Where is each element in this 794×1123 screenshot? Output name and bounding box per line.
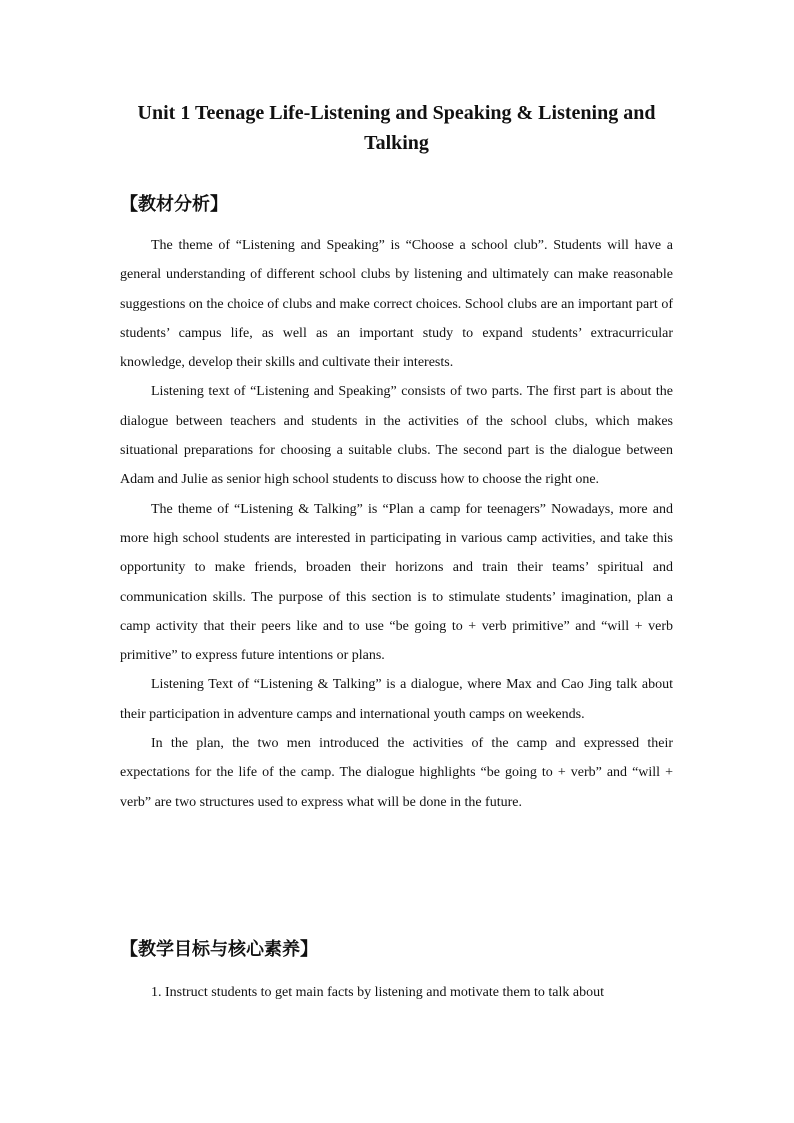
paragraph: Listening text of “Listening and Speaking” consists of two parts. The first part is about the dialogue between teachers and students in the activities of the school clubs, which makes situational preparations for choosing a suitable clubs. The second part is the dialogue between Adam and Julie as senior high school students to discuss how to choose the right one. — [120, 384, 673, 488]
paragraph: The theme of “Listening and Speaking” is “Choose a school club”. Students will have a general understanding of different school clubs by listening and ultimately can make reasonable suggestions on the choice of clubs and make correct choices. School clubs are an important part of students’ campus life, as well as an important study to expand students’ extracurricular knowledge, develop their skills and cultivate their interests. — [120, 238, 673, 371]
document-title: Unit 1 Teenage Life-Listening and Speaking & Listening and Talking — [137, 102, 656, 154]
paragraph: The theme of “Listening & Talking” is “Plan a camp for teenagers” Nowadays, more and more high school students are interested in participating in various camp activities, and take this opportunity to make friends, broaden their horizons and train their teams’ spiritual and communication skills. The purpose of this section is to stimulate students’ imagination, plan a camp activity that their peers like and to use “be going to + verb primitive” and “will + verb primitive” to express future intentions or plans. — [120, 501, 673, 664]
section-body-teaching-objectives — [120, 978, 673, 1007]
section-body-textbook-analysis — [120, 231, 673, 817]
paragraph: In the plan, the two men introduced the activities of the camp and expressed their expectations for the life of the camp. The dialogue highlights “be going to + verb” and “will + verb” are two structures used to express what will be done in the future. — [120, 736, 673, 810]
paragraph: 1. Instruct students to get main facts by listening and motivate them to talk about — [151, 985, 604, 1000]
paragraph: Listening Text of “Listening & Talking” is a dialogue, where Max and Cao Jing talk about their participation in adventure camps and international youth camps on weekends. — [120, 677, 673, 722]
section-heading-teaching-objectives: 【教学目标与核心素养】 — [120, 939, 318, 960]
section-heading-textbook-analysis: 【教材分析】 — [120, 194, 228, 215]
